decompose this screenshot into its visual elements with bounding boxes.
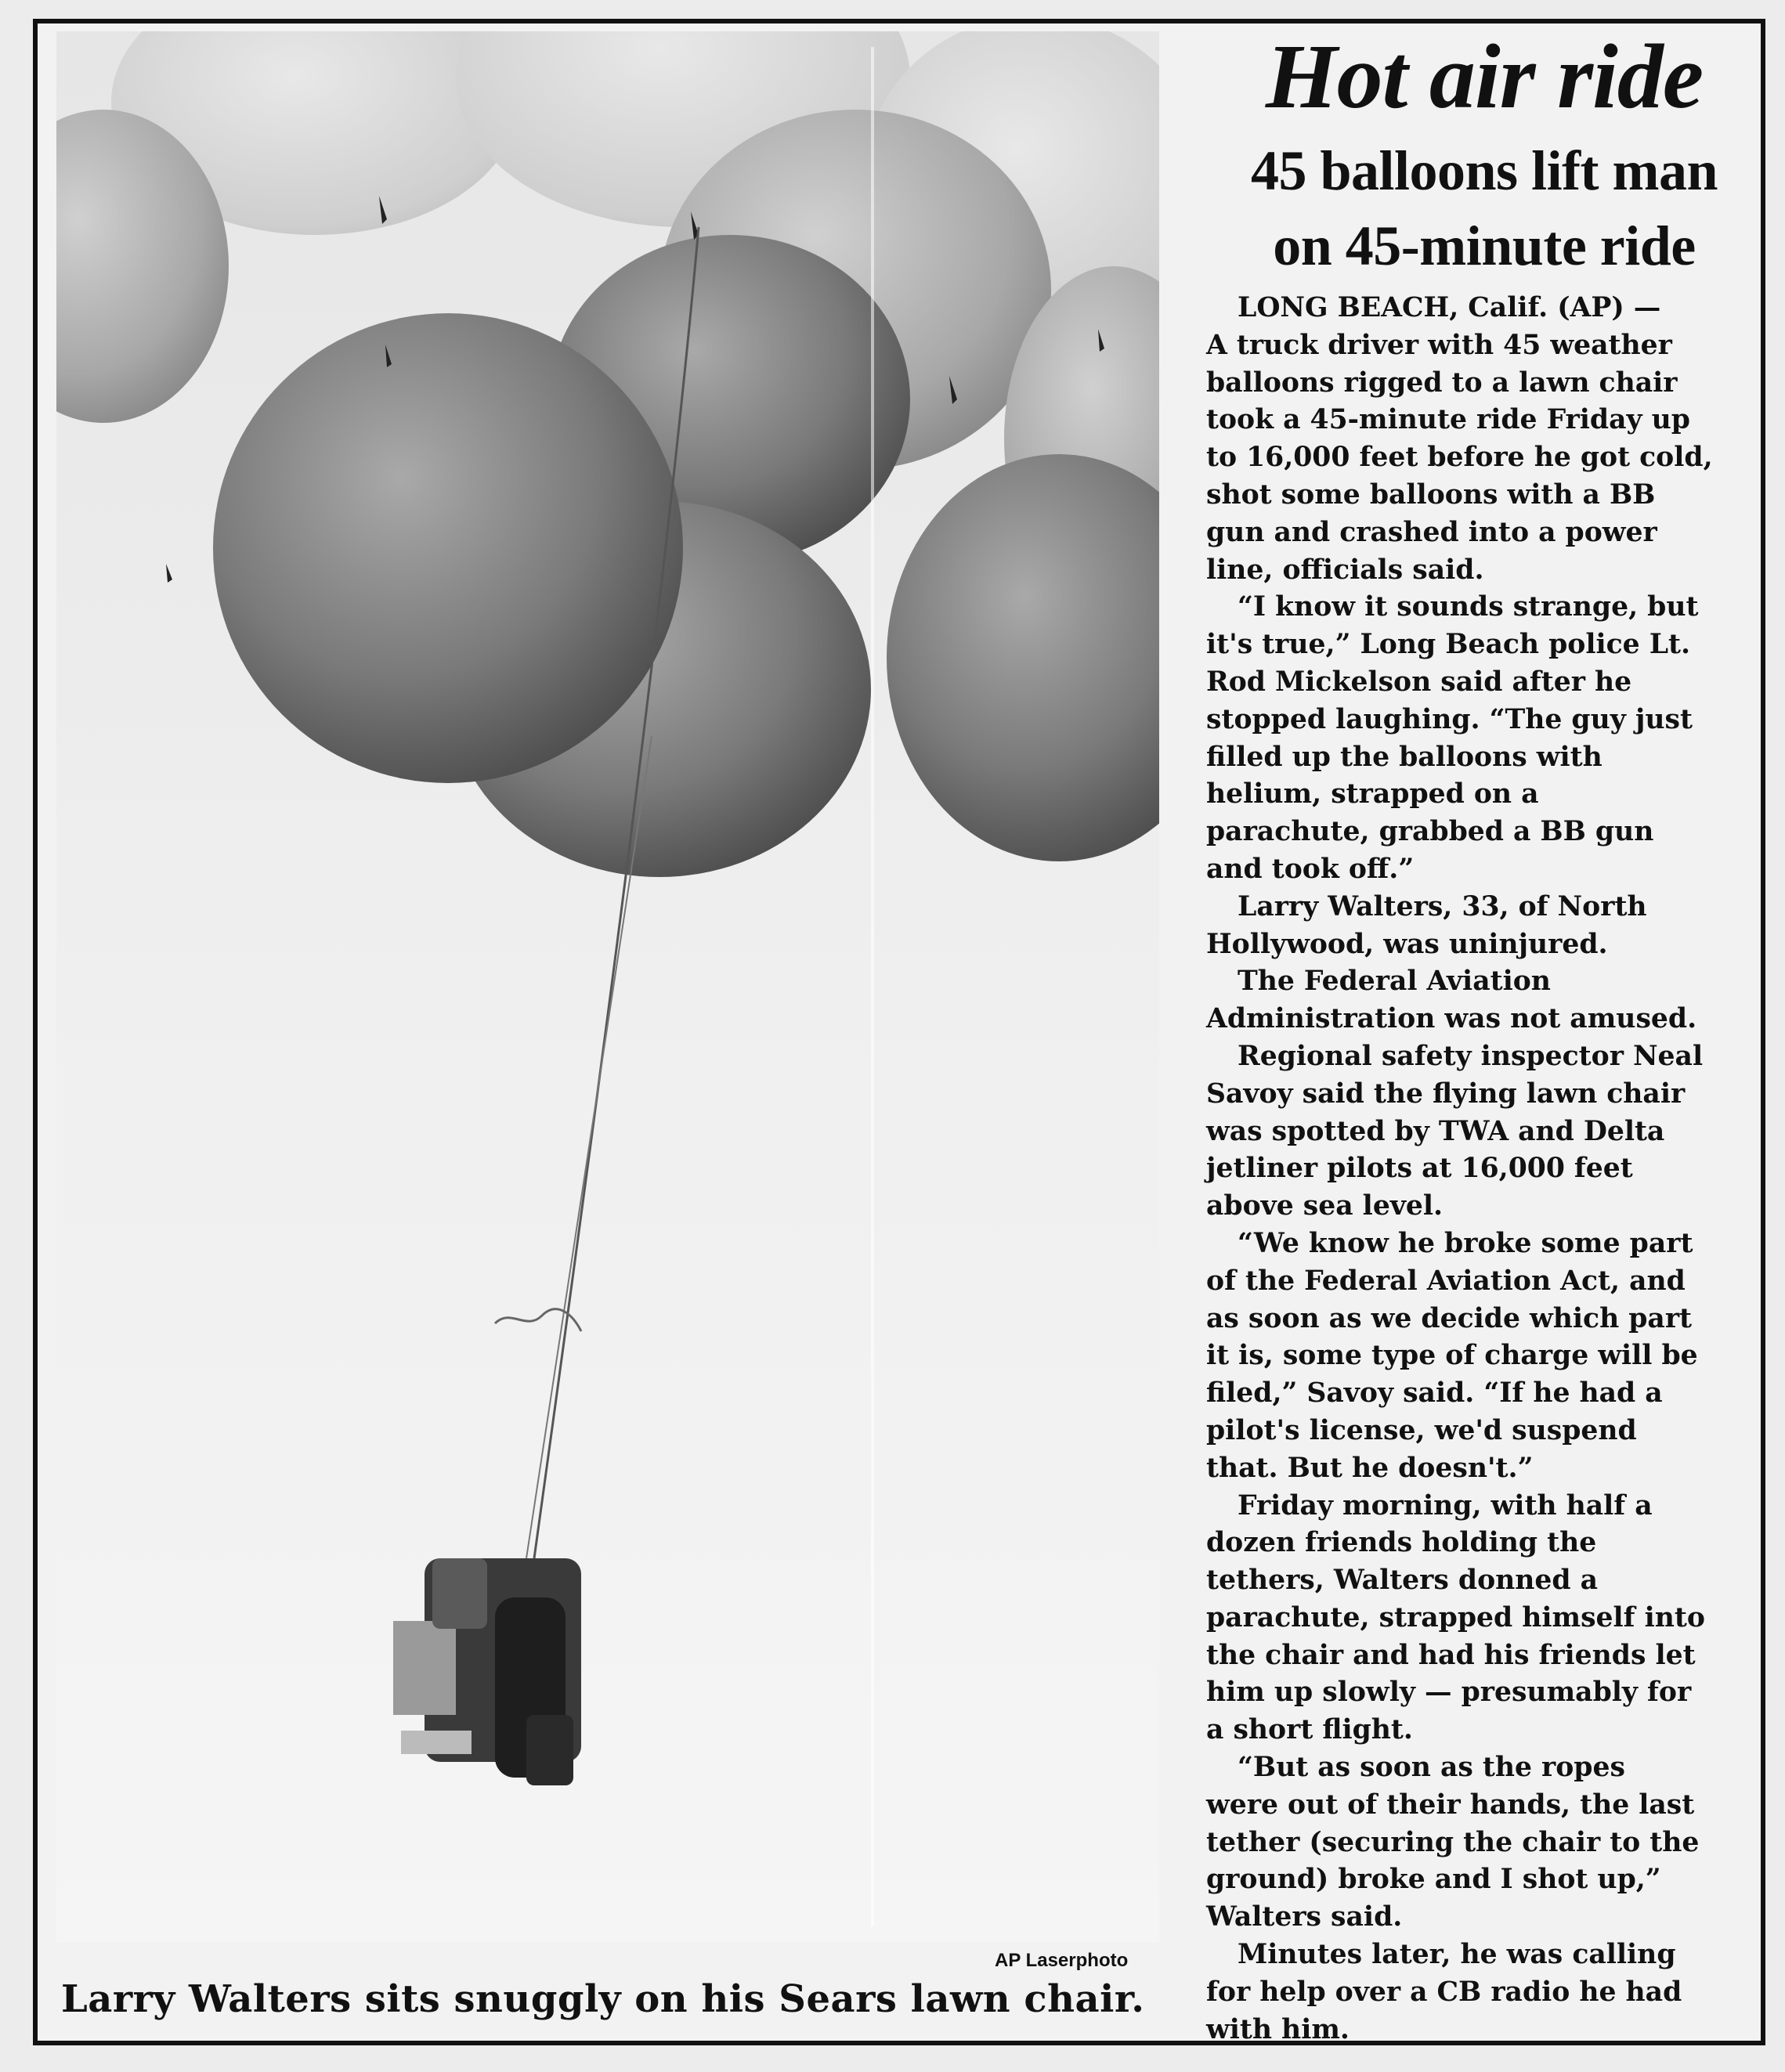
- paragraph-8: “But as soon as the ropes were out of their hands, the last tether (securing the chair to the ground) broke and I shot up,” Walters said.: [1206, 1752, 1700, 1933]
- paragraph-4: The Federal Aviation Administration was not amused.: [1206, 966, 1697, 1035]
- paragraph-1: LONG BEACH, Calif. (AP) — A truck driver with 45 weather balloons rigged to a lawn chair took a 45-minute ride Friday up to 16,000 feet before he got cold, shot some balloons with a BB gun and crashed into a power line, officials said.: [1206, 292, 1713, 586]
- article: [1206, 25, 1762, 2049]
- balloon-photo-graphic: [56, 31, 1159, 1942]
- paragraph-5: Regional safety inspector Neal Savoy said the flying lawn chair was spotted by TWA and Delta jetliner pilots at 16,000 feet above sea level.: [1206, 1040, 1704, 1222]
- paragraph-9: Minutes later, he was calling for help over a CB radio he had with him.: [1206, 1939, 1682, 2045]
- headline: Hot air ride: [1265, 25, 1704, 128]
- paragraph-2: “I know it sounds strange, but it's true,” Long Beach police Lt. Rod Mickelson said after he stopped laughing. “The guy just filled up the balloons with helium, strapped on a parachute, grabbed a BB gun and took off.”: [1206, 591, 1699, 885]
- subhead-line-2: on 45-minute ride: [1273, 215, 1696, 277]
- subhead-line-1: 45 balloons lift man: [1250, 139, 1718, 202]
- paragraph-3: Larry Walters, 33, of North Hollywood, was uninjured.: [1206, 890, 1647, 960]
- paragraph-7: Friday morning, with half a dozen friends holding the tethers, Walters donned a parachute, strapped himself into the chair and had his friends let him up slowly — presumably for a short flight.: [1206, 1489, 1705, 1746]
- photo-credit: AP Laserphoto: [995, 1950, 1129, 1971]
- paragraph-6: “We know he broke some part of the Federal Aviation Act, and as soon as we decide which part it is, some type of charge will be filed,” Savoy said. “If he had a pilot's license, we'd suspend that. But he doesn't.”: [1206, 1227, 1698, 1484]
- photo-caption: Larry Walters sits snuggly on his Sears lawn chair.: [61, 1977, 1145, 2021]
- balloon-photo: [56, 31, 1159, 1942]
- article-body: [1206, 290, 1762, 2049]
